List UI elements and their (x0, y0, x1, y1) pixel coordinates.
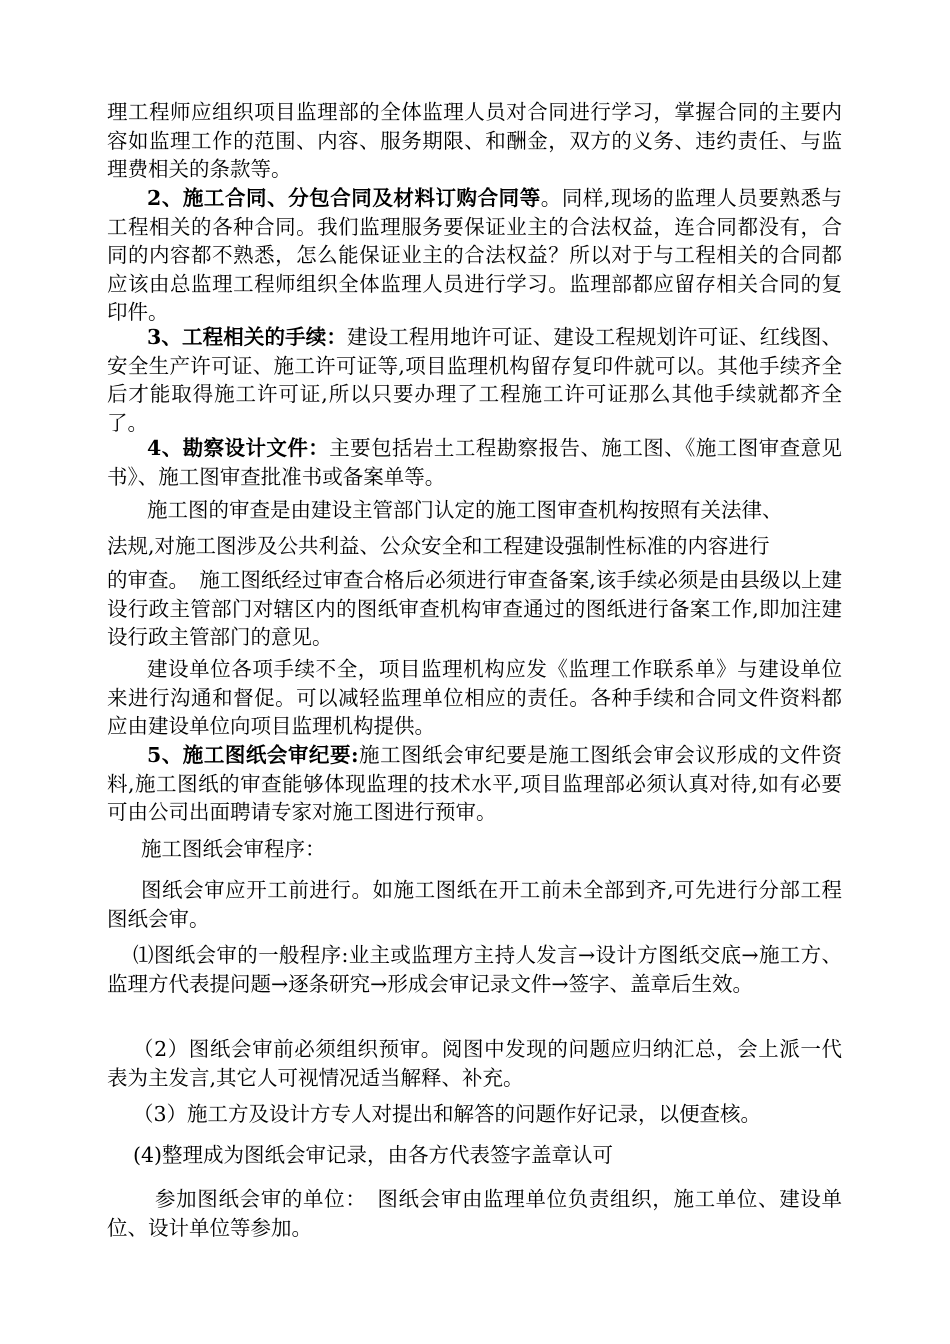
paragraph-project-permits (107, 323, 842, 437)
paragraph-drawing-review (107, 492, 842, 564)
paragraph-text: 建设工程用地许可证、建设工程规划许可证、红线图、安全生产许可证、施工许可证等,项目监理机构留存复印件就可以。其他手续齐全后才能取得施工许可证,所以只要办理了工程施工许可证那么其他手续就都齐全了。 (107, 325, 842, 435)
paragraph-drawing-review-cont (107, 566, 842, 652)
paragraph-survey-design-files (107, 434, 842, 491)
paragraph-general-procedure (107, 941, 842, 998)
paragraph-heading: 2、施工合同、分包合同及材料订购合同等 (147, 186, 541, 210)
paragraph-participants (107, 1185, 842, 1242)
paragraph-text: 建设单位各项手续不全，项目监理机构应发《监理工作联系单》与建设单位来进行沟通和督促。可以减轻监理单位相应的责任。各种手续和合同文件资料都应由建设单位向项目监理机构提供。 (107, 657, 842, 738)
paragraph-text: （3）施工方及设计方专人对提出和解答的问题作好记录，以便查核。 (133, 1102, 762, 1126)
paragraph-text: 施工图纸会审程序： (141, 837, 326, 861)
paragraph-text: ⑴图纸会审的一般程序:业主或监理方主持人发言→设计方图纸交底→施工方、监理方代表提问题→逐条研究→形成会审记录文件→签字、盖章后生效。 (107, 943, 842, 996)
paragraph-text: （2）图纸会审前必须组织预审。阅图中发现的问题应归纳汇总，会上派一代表为主发言,其它人可视情况适当解释、补充。 (107, 1037, 842, 1090)
paragraph-text: (4)整理成为图纸会审记录，由各方代表签字盖章认可 (133, 1143, 614, 1167)
paragraph-record-keeping (107, 1100, 842, 1129)
paragraph-heading: 4、勘察设计文件： (147, 436, 330, 460)
paragraph-contract-study (107, 98, 842, 184)
paragraph-line: 法规,对施工图涉及公共利益、公众安全和工程建设强制性标准的内容进行 (107, 534, 770, 558)
paragraph-text: 主要包括岩土工程勘察报告、施工图、《施工图审查意见书》、施工图审查批准书或备案单等。 (107, 436, 843, 489)
paragraph-drawing-meeting-minutes (107, 741, 842, 827)
paragraph-review-timing (107, 876, 842, 933)
paragraph-text: 理工程师应组织项目监理部的全体监理人员对合同进行学习，掌握合同的主要内容如监理工作的范围、内容、服务期限、和酬金，双方的义务、违约责任、与监理费相关的条款等。 (107, 100, 842, 181)
paragraph-text: 。同样,现场的监理人员要熟悉与工程相关的各种合同。我们监理服务要保证业主的合法权益，连合同都没有，合同的内容都不熟悉，怎么能保证业主的合法权益？所以对于与工程相关的合同都应该由总监理工程师组织全体监理人员进行学习。监理部都应留存相关合同的复印件。 (107, 186, 843, 324)
paragraph-signoff (107, 1141, 842, 1170)
paragraph-text: 参加图纸会审的单位： 图纸会审由监理单位负责组织，施工单位、建设单位、设计单位等参加。 (107, 1187, 842, 1240)
paragraph-heading: 5、施工图纸会审纪要: (147, 743, 359, 767)
paragraph-text: 施工图纸会审纪要是施工图纸会审会议形成的文件资料,施工图纸的审查能够体现监理的技术水平,项目监理部必须认真对待,如有必要可由公司出面聘请专家对施工图进行预审。 (107, 743, 842, 824)
paragraph-text: 图纸会审应开工前进行。如施工图纸在开工前未全部到齐,可先进行分部工程图纸会审。 (107, 878, 842, 931)
paragraph-line: 施工图的审查是由建设主管部门认定的施工图审查机构按照有关法律、 (147, 498, 783, 522)
paragraph-heading: 3、工程相关的手续： (147, 325, 348, 349)
paragraph-text: 的审查。 施工图纸经过审查合格后必须进行审查备案,该手续必须是由县级以上建设行政主管部门对辖区内的图纸审查机构审查通过的图纸进行备案工作,即加注建设行政主管部门的意见。 (107, 568, 842, 649)
paragraph-incomplete-procedures (107, 655, 842, 741)
paragraph-construction-contracts (107, 184, 842, 327)
paragraph-review-procedure-title (107, 835, 842, 864)
paragraph-pre-review (107, 1035, 842, 1092)
